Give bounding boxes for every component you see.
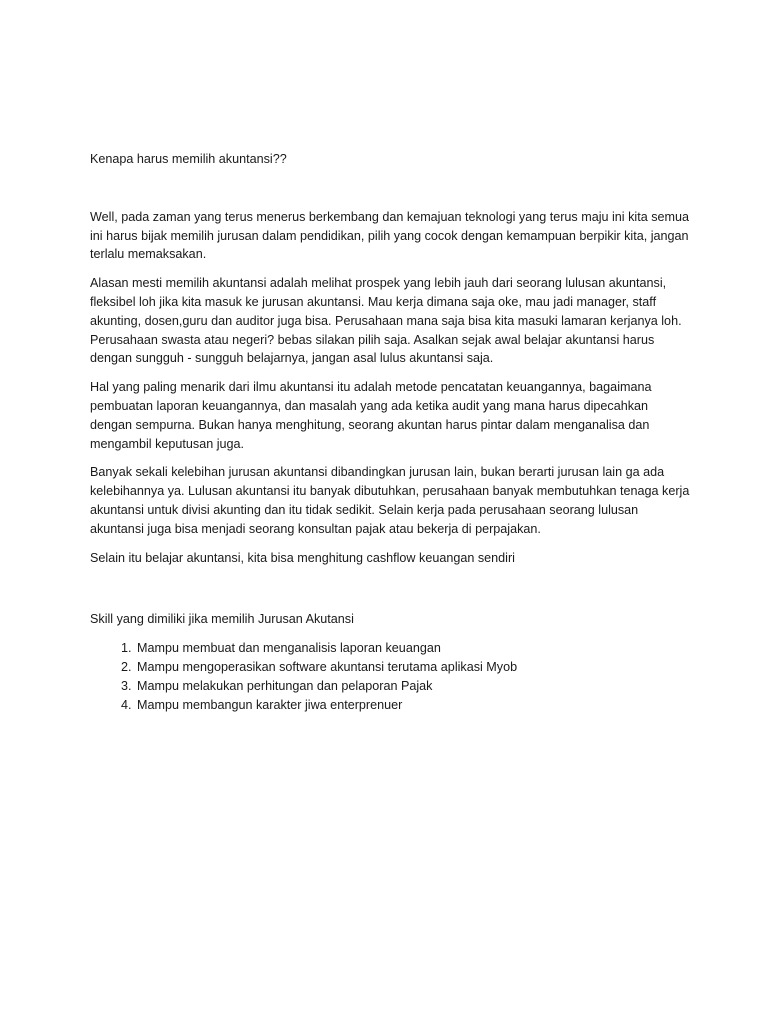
document-body bbox=[90, 150, 690, 714]
paragraph-intro: Well, pada zaman yang terus menerus berkembang dan kemajuan teknologi yang terus maju ini kita semua ini harus bijak memilih jurusan dalam pendidikan, pilih yang cocok dengan kemampuan berpikir kita, jangan terlalu memaksakan. bbox=[90, 209, 690, 262]
skills-heading: Skill yang dimiliki jika memilih Jurusan Akutansi bbox=[90, 612, 354, 627]
list-item: 3. Mampu melakukan perhitungan dan pelaporan Pajak bbox=[135, 677, 690, 696]
paragraph-reasons: Alasan mesti memilih akuntansi adalah melihat prospek yang lebih jauh dari seorang lulusan akuntansi, fleksibel loh jika kita masuk ke jurusan akuntansi. Mau kerja dimana saja oke, mau jadi manager, staff akunting, dosen,guru dan auditor juga bisa. Perusahaan mana saja bisa kita masuki lamaran kerjanya loh. Perusahaan swasta atau negeri? bebas silakan pilih saja. Asalkan sejak awal belajar akuntansi harus dengan sungguh - sungguh belajarnya, jangan asal lulus akuntansi saja. bbox=[90, 276, 682, 366]
list-item: 4. Mampu membangun karakter jiwa enterprenuer bbox=[135, 696, 690, 715]
paragraph-interesting: Hal yang paling menarik dari ilmu akuntansi itu adalah metode pencatatan keuangannya, bagaimana pembuatan laporan keuangannya, dan masalah yang ada ketika audit yang mana harus dipecahkan dengan sempurna. Bukan hanya menghitung, seorang akuntan harus pintar dalam menganalisa dan mengambil keputusan juga. bbox=[90, 380, 652, 451]
document-title: Kenapa harus memilih akuntansi?? bbox=[90, 152, 287, 166]
list-item: 2. Mampu mengoperasikan software akuntansi terutama aplikasi Myob bbox=[135, 658, 690, 677]
skills-list bbox=[90, 639, 690, 714]
paragraph-advantages: Banyak sekali kelebihan jurusan akuntansi dibandingkan jurusan lain, bukan berarti jurusan lain ga ada kelebihannya ya. Lulusan akuntansi itu banyak dibutuhkan, perusahaan banyak membutuhkan tenaga kerja akuntansi untuk divisi akunting dan itu tidak sedikit. Selain kerja pada perusahaan seorang lulusan akuntansi juga bisa menjadi seorang konsultan pajak atau bekerja di perpajakan. bbox=[90, 465, 690, 536]
paragraph-cashflow: Selain itu belajar akuntansi, kita bisa menghitung cashflow keuangan sendiri bbox=[90, 550, 515, 565]
list-item: 1. Mampu membuat dan menganalisis laporan keuangan bbox=[135, 639, 690, 658]
